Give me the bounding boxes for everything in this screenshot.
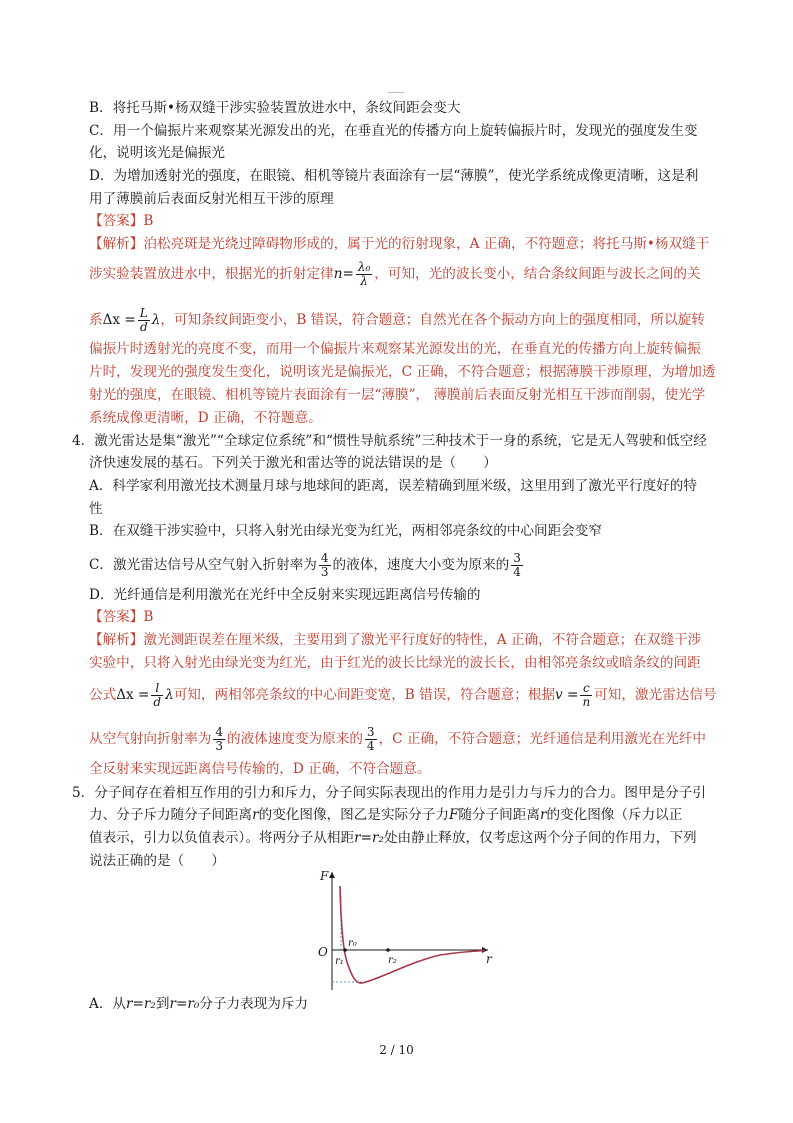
q4-explanation-line1: 【解析】激光测距误差在厘米级，主要用到了激光平行度好的特性，A 正确，不符合题意；在双缝干涉 (89, 632, 702, 648)
q3-exp-text-1: 泊松亮斑是光绕过障碍物形成的，属于光的衍射现象，A 正确，不符题意；将托马斯•杨双缝干 (143, 236, 710, 252)
label-r1: r₁ (335, 956, 344, 967)
q3-option-d-line2: 用了薄膜前后表面反射光相互干涉的原理 (89, 191, 334, 207)
label-r2: r₂ (388, 955, 397, 966)
q5-option-a: A．从r=r₂到r=r₀分子力表现为斥力 (89, 996, 309, 1012)
q3-exp-text-2b: ，可知，光的波长变小，结合条纹间距与波长之间的关 (374, 266, 701, 282)
q3-option-b: B．将托马斯•杨双缝干涉实验装置放进水中，条纹间距会变大 (89, 100, 461, 116)
q4-explanation-line4: 从空气射向折射率为 $\frac{4}{3}$ 的液体速度变为原来的 $\frac{3}{4}$ ，C 正确，不符合题意；光纤通信是利用激光在光纤中 (89, 725, 706, 753)
q4-explanation-line5: 全反射来实现远距离信号传输的，D 正确，不符合题意。 (89, 761, 431, 777)
q3-option-c-line1: C．用一个偏振片来观察某光源发出的光，在垂直光的传播方向上旋转偏振片时，发现光的强度发生变 (89, 123, 698, 139)
header-mark (388, 92, 404, 93)
q5-eq-r-r2: r=r₂ (354, 830, 384, 846)
q4-exp-fraction-4-3: $\frac{4}{3}$ (215, 725, 223, 753)
q4-explanation-line3: 公式Δx = $\frac{l}{d}$ λ可知，两相邻亮条纹的中心间距变宽，B 错误，符合题意；根据v = $\frac{c}{n}$ 可知，激光雷达信号 (89, 681, 717, 709)
label-O: O (318, 945, 328, 959)
q3-formula-fraction: $\frac{\text{λ₀}}{\lambda}$ (357, 260, 371, 288)
q3-formula-n: n (333, 266, 343, 282)
q5-stem-line3: 值表示，引力以负值表示）。将两分子从相距r=r₂处由静止释放，仅考虑这两个分子间的作用力，下列 (89, 830, 697, 846)
q5-stem-line1: 5．分子间存在着相互作用的引力和斥力，分子间实际表现出的作用力是引力与斥力的合力。图甲是分子引 (72, 785, 706, 801)
page-number: 2 / 10 (379, 1043, 414, 1057)
q3-explanation-line7: 系统成像更清晰，D 正确，不符题意。 (89, 410, 322, 426)
point-r0 (343, 948, 347, 952)
q4-option-b: B．在双缝干涉实验中，只将入射光由绿光变为红光，两相邻亮条纹的中心间距会变窄 (89, 523, 602, 539)
label-F: F (320, 869, 329, 883)
q4-answer: 【答案】B (89, 609, 154, 625)
q3-exp-text-3a: 系 (89, 312, 103, 328)
q4-explanation-line2: 实验中，只将入射光由绿光变为红光，由于红光的波长比绿光的波长长，由相邻亮条纹或暗条纹的间距 (89, 655, 701, 671)
q4-option-c: C．激光雷达信号从空气射入折射率为 $\frac{4}{3}$ 的液体，速度大小变为原来的 $\frac{3}{4}$ (89, 551, 521, 579)
q4-formula-dx: Δx = (116, 687, 150, 703)
q4-formula-v: v = (555, 687, 579, 703)
q3-answer: 【答案】B (89, 213, 154, 229)
q3-explanation-line2: 涉实验装置放进水中，根据光的折射定律n= $\frac{\text{λ₀}}{\lambda}$ ，可知，光的波长变小，结合条纹间距与波长之间的关 (89, 260, 701, 288)
q4-exp-fraction-3-4: $\frac{3}{4}$ (366, 725, 375, 753)
q4-stem-line2: 济快速发展的基石。下列关于激光和雷达等的说法错误的是（ ） (89, 455, 497, 471)
q4-formula-l-over-d: $\frac{l}{d}$ (153, 681, 162, 709)
q4-explanation-label: 【解析】 (89, 632, 144, 648)
q4-fraction-3-4: $\frac{3}{4}$ (513, 551, 521, 579)
point-r2 (386, 948, 390, 952)
q3-formula-l-over-d: $\frac{L}{d}$ (139, 306, 148, 334)
q3-option-d-line1: D．为增加透射光的强度，在眼镜、相机等镜片表面涂有一层“薄膜”，使光学系统成像更清晰，这是利 (89, 168, 699, 184)
q4-option-a-line1: A．科学家利用激光技术测量月球与地球间的距离，误差精确到厘米级，这里用到了激光平行度好的特 (89, 478, 697, 494)
q5-stem-line2: 力、分子斥力随分子间距离r的变化图像，图乙是实际分子力F随分子间距离r的变化图像（斥力以正 (89, 807, 683, 823)
q3-explanation-line4: 偏振片时透射光的亮度不变，而用一个偏振片来观察某光源发出的光，在垂直光的传播方向上旋转偏振 (89, 341, 701, 357)
q4-number: 4． (72, 433, 95, 449)
q5-number: 5． (72, 785, 95, 801)
q3-formula-dx: Δx = (102, 312, 136, 328)
q3-option-c-line2: 化，说明该光是偏振光 (89, 145, 225, 161)
q4-stem-line1: 4．激光雷达是集“激光”“全球定位系统”和“惯性导航系统”三种技术于一身的系统，它是无人驾驶和低空经 (72, 433, 707, 449)
q4-option-a-line2: 性 (89, 501, 103, 517)
q3-explanation-line5: 片时，发现光的强度发生变化，说明该光是偏振光，C 正确，不符合题意；根据薄膜干涉原理，为增加透 (89, 364, 716, 380)
q4-option-d: D．光纤通信是利用激光在光纤中全反射来实现远距离信号传输的 (89, 587, 481, 603)
q5-stem-line4: 说法正确的是（ ） (89, 853, 225, 869)
label-r: r (486, 952, 492, 966)
q4-fraction-4-3: $\frac{4}{3}$ (320, 551, 329, 579)
label-r0: r₀ (348, 938, 357, 949)
q3-explanation-line1 (89, 234, 729, 254)
q4-formula-c-over-n: $\frac{c}{n}$ (582, 681, 591, 709)
q3-exp-text-3b: ，可知条纹间距变小，B 错误，符合题意；自然光在各个振动方向上的强度相同，所以旋转 (160, 312, 705, 328)
force-curve (340, 886, 485, 983)
q3-explanation-line6: 射光的强度，在眼镜、相机等镜片表面涂有一层“薄膜”， 薄膜前后表面反射光相互干涉而削弱，使光学 (89, 387, 706, 403)
q3-explanation-label: 【解析】 (89, 236, 144, 252)
q3-explanation-line3 (89, 307, 729, 334)
q3-formula-lambda: λ (151, 312, 161, 328)
molecular-force-graph (310, 866, 500, 996)
q3-exp-text-2a: 涉实验装置放进水中，根据光的折射定律 (89, 266, 334, 282)
